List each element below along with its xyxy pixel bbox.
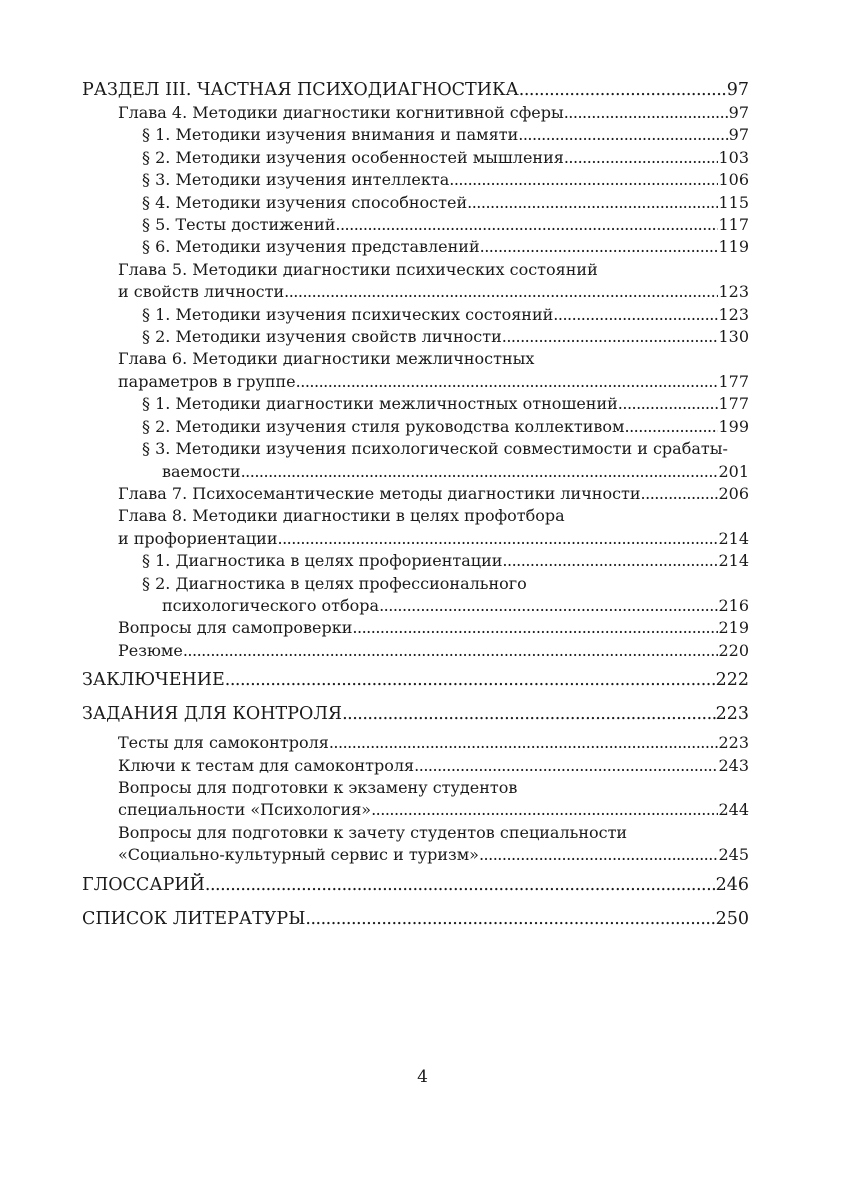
toc-entry-title: Резюме — [118, 640, 183, 660]
toc-entry-page: 177 — [718, 371, 749, 391]
toc-entry-title: § 1. Методики диагностики межличностных отношений — [142, 394, 618, 414]
toc-entry-page: 219 — [718, 618, 749, 638]
toc-entry-title: ЗАКЛЮЧЕНИЕ — [82, 670, 225, 691]
toc-entry-page: 214 — [718, 551, 749, 571]
toc-entry-ch4-par1[interactable] — [142, 124, 749, 146]
toc-entry-page: 115 — [718, 192, 749, 212]
leader-dots — [480, 236, 719, 258]
leader-dots — [296, 371, 719, 393]
toc-entry-title: параметров в группе — [118, 371, 296, 391]
toc-entry-title: § 3. Методики изучения интеллекта — [142, 170, 450, 190]
toc-entry-title: «Социально-культурный сервис и туризм» — [118, 845, 479, 865]
toc-entry-ch5-par1[interactable] — [142, 304, 749, 326]
toc-entry-conclusion[interactable] — [82, 668, 749, 692]
leader-dots — [519, 78, 727, 102]
leader-dots — [467, 192, 718, 214]
leader-dots — [618, 393, 719, 415]
toc-entry-page: 201 — [718, 461, 749, 481]
toc-entry-references[interactable] — [82, 907, 749, 931]
toc-entry-page: 206 — [718, 483, 749, 503]
leader-dots — [479, 844, 719, 866]
toc-entry-title: Глава 7. Психосемантические методы диагностики личности — [118, 483, 641, 503]
toc-entry-page: 97 — [728, 103, 749, 122]
toc-entry-page: 250 — [715, 908, 749, 929]
toc-entry-title: Тесты для самоконтроля — [118, 733, 329, 753]
toc-entry-page: 199 — [718, 416, 749, 436]
toc-entry-title: § 5. Тесты достижений — [142, 215, 336, 235]
toc-entry-title: § 2. Методики изучения свойств личности — [142, 327, 502, 347]
toc-entry-page: 220 — [718, 640, 749, 660]
toc-entry-title: и профориентации — [118, 528, 278, 548]
toc-entry-chapter-7[interactable] — [118, 483, 749, 505]
leader-dots — [414, 755, 718, 777]
toc-entry-title: § 4. Методики изучения способностей — [142, 192, 468, 212]
leader-dots — [624, 416, 718, 438]
page-number: 4 — [417, 1067, 428, 1087]
toc-entry-page: 119 — [718, 237, 749, 257]
toc-entry-title: § 2. Методики изучения стиля руководства коллективом — [142, 416, 625, 436]
leader-dots — [564, 147, 719, 169]
toc-entry-chapter-5-line1: Глава 5. Методики диагностики психических состояний — [118, 259, 598, 279]
leader-dots — [342, 702, 716, 726]
leader-dots — [352, 617, 718, 639]
toc-entry-title: Вопросы для самопроверки — [118, 618, 353, 638]
toc-entry-page: 106 — [718, 170, 749, 190]
toc-entry-title: ЗАДАНИЯ ДЛЯ КОНТРОЛЯ — [82, 704, 343, 725]
toc-entry-glossary[interactable] — [82, 873, 749, 897]
leader-dots — [564, 102, 729, 124]
toc-entry-title: психологического отбора — [162, 595, 380, 615]
toc-entry-chapter-8-line1: Глава 8. Методики диагностики в целях профотбора — [118, 506, 565, 526]
toc-entry-tests[interactable] — [118, 732, 749, 754]
toc-entry-page: 216 — [718, 595, 749, 615]
leader-dots — [449, 169, 718, 191]
toc-entry-razdel-3[interactable] — [82, 78, 749, 102]
leader-dots — [205, 873, 716, 897]
table-of-contents — [82, 78, 749, 931]
toc-entry-chapter-8[interactable] — [118, 528, 749, 550]
toc-entry-page: 243 — [718, 755, 749, 775]
toc-entry-ch4-par5[interactable] — [142, 214, 749, 236]
toc-entry-title: § 1. Методики изучения внимания и памяти — [142, 125, 519, 145]
toc-entry-title: РАЗДЕЛ III. ЧАСТНАЯ ПСИХОДИАГНОСТИКА — [82, 80, 519, 100]
toc-entry-page: 97 — [726, 80, 749, 100]
toc-entry-title: Ключи к тестам для самоконтроля — [118, 755, 415, 775]
leader-dots — [278, 528, 719, 550]
toc-entry-ch6-par3[interactable] — [162, 461, 749, 483]
toc-entry-ch6-par2[interactable] — [142, 416, 749, 438]
toc-entry-title: ваемости — [162, 461, 241, 481]
toc-entry-title: § 6. Методики изучения представлений — [142, 237, 480, 257]
toc-entry-page: 177 — [718, 394, 749, 414]
toc-entry-chapter-6-line1: Глава 6. Методики диагностики межличностных — [118, 349, 535, 369]
toc-entry-exam-questions-line1: Вопросы для подготовки к экзамену студентов — [118, 777, 518, 797]
toc-entry-ch8-par2-line1: § 2. Диагностика в целях профессионального — [142, 573, 527, 593]
toc-entry-control-tasks[interactable] — [82, 702, 749, 726]
toc-entry-chapter-5[interactable] — [118, 281, 749, 303]
toc-entry-page: 97 — [728, 125, 749, 145]
leader-dots — [553, 304, 718, 326]
toc-entry-chapter-6[interactable] — [118, 371, 749, 393]
toc-entry-credit-questions[interactable] — [118, 844, 749, 866]
toc-entry-page: 223 — [718, 733, 749, 753]
toc-entry-ch4-par4[interactable] — [142, 192, 749, 214]
leader-dots — [335, 214, 718, 236]
toc-entry-page: 245 — [718, 845, 749, 865]
leader-dots — [379, 595, 718, 617]
toc-entry-page: 103 — [718, 147, 749, 167]
toc-entry-page: 222 — [715, 670, 749, 691]
toc-entry-page: 130 — [718, 327, 749, 347]
leader-dots — [641, 483, 719, 505]
toc-entry-credit-questions-line1: Вопросы для подготовки к зачету студентов специальности — [118, 822, 628, 842]
leader-dots — [329, 732, 719, 754]
toc-entry-title: специальности «Психология» — [118, 800, 372, 820]
toc-entry-title: § 1. Методики изучения психических состояний — [142, 304, 554, 324]
toc-entry-title: Глава 4. Методики диагностики когнитивной сферы — [118, 103, 564, 122]
toc-entry-title: СПИСОК ЛИТЕРАТУРЫ — [82, 908, 306, 929]
leader-dots — [284, 281, 718, 303]
toc-entry-exam-questions[interactable] — [118, 799, 749, 821]
toc-entry-ch4-par3[interactable] — [142, 169, 749, 191]
leader-dots — [518, 124, 728, 146]
toc-entry-page: 246 — [715, 874, 749, 895]
toc-entry-ch8-par2[interactable] — [162, 595, 749, 617]
toc-entry-page: 123 — [718, 304, 749, 324]
toc-entry-title: § 2. Методики изучения особенностей мышления — [142, 147, 564, 167]
toc-entry-self-check[interactable] — [118, 617, 749, 639]
toc-entry-page: 223 — [715, 704, 749, 725]
toc-entry-title: ГЛОССАРИЙ — [82, 874, 205, 895]
toc-entry-ch5-par2[interactable] — [142, 326, 749, 348]
leader-dots — [183, 640, 719, 662]
toc-entry-test-keys[interactable] — [118, 755, 749, 777]
toc-entry-ch8-par1[interactable] — [142, 550, 749, 572]
leader-dots — [241, 461, 719, 483]
toc-entry-page: 214 — [718, 528, 749, 548]
toc-entry-page: 117 — [718, 215, 749, 235]
toc-entry-summary[interactable] — [118, 640, 749, 662]
toc-entry-ch6-par1[interactable] — [142, 393, 749, 415]
toc-entry-title: и свойств личности — [118, 282, 285, 302]
leader-dots — [225, 668, 716, 692]
toc-entry-title: § 1. Диагностика в целях профориентации — [142, 551, 503, 571]
toc-entry-ch4-par6[interactable] — [142, 236, 749, 258]
toc-entry-chapter-4[interactable] — [118, 102, 749, 124]
toc-entry-page: 244 — [718, 800, 749, 820]
leader-dots — [371, 799, 718, 821]
toc-entry-ch4-par2[interactable] — [142, 147, 749, 169]
leader-dots — [305, 907, 715, 931]
leader-dots — [502, 326, 719, 348]
leader-dots — [502, 550, 718, 572]
toc-entry-page: 123 — [718, 282, 749, 302]
toc-entry-ch6-par3-line1: § 3. Методики изучения психологической совместимости и срабаты- — [142, 439, 728, 459]
